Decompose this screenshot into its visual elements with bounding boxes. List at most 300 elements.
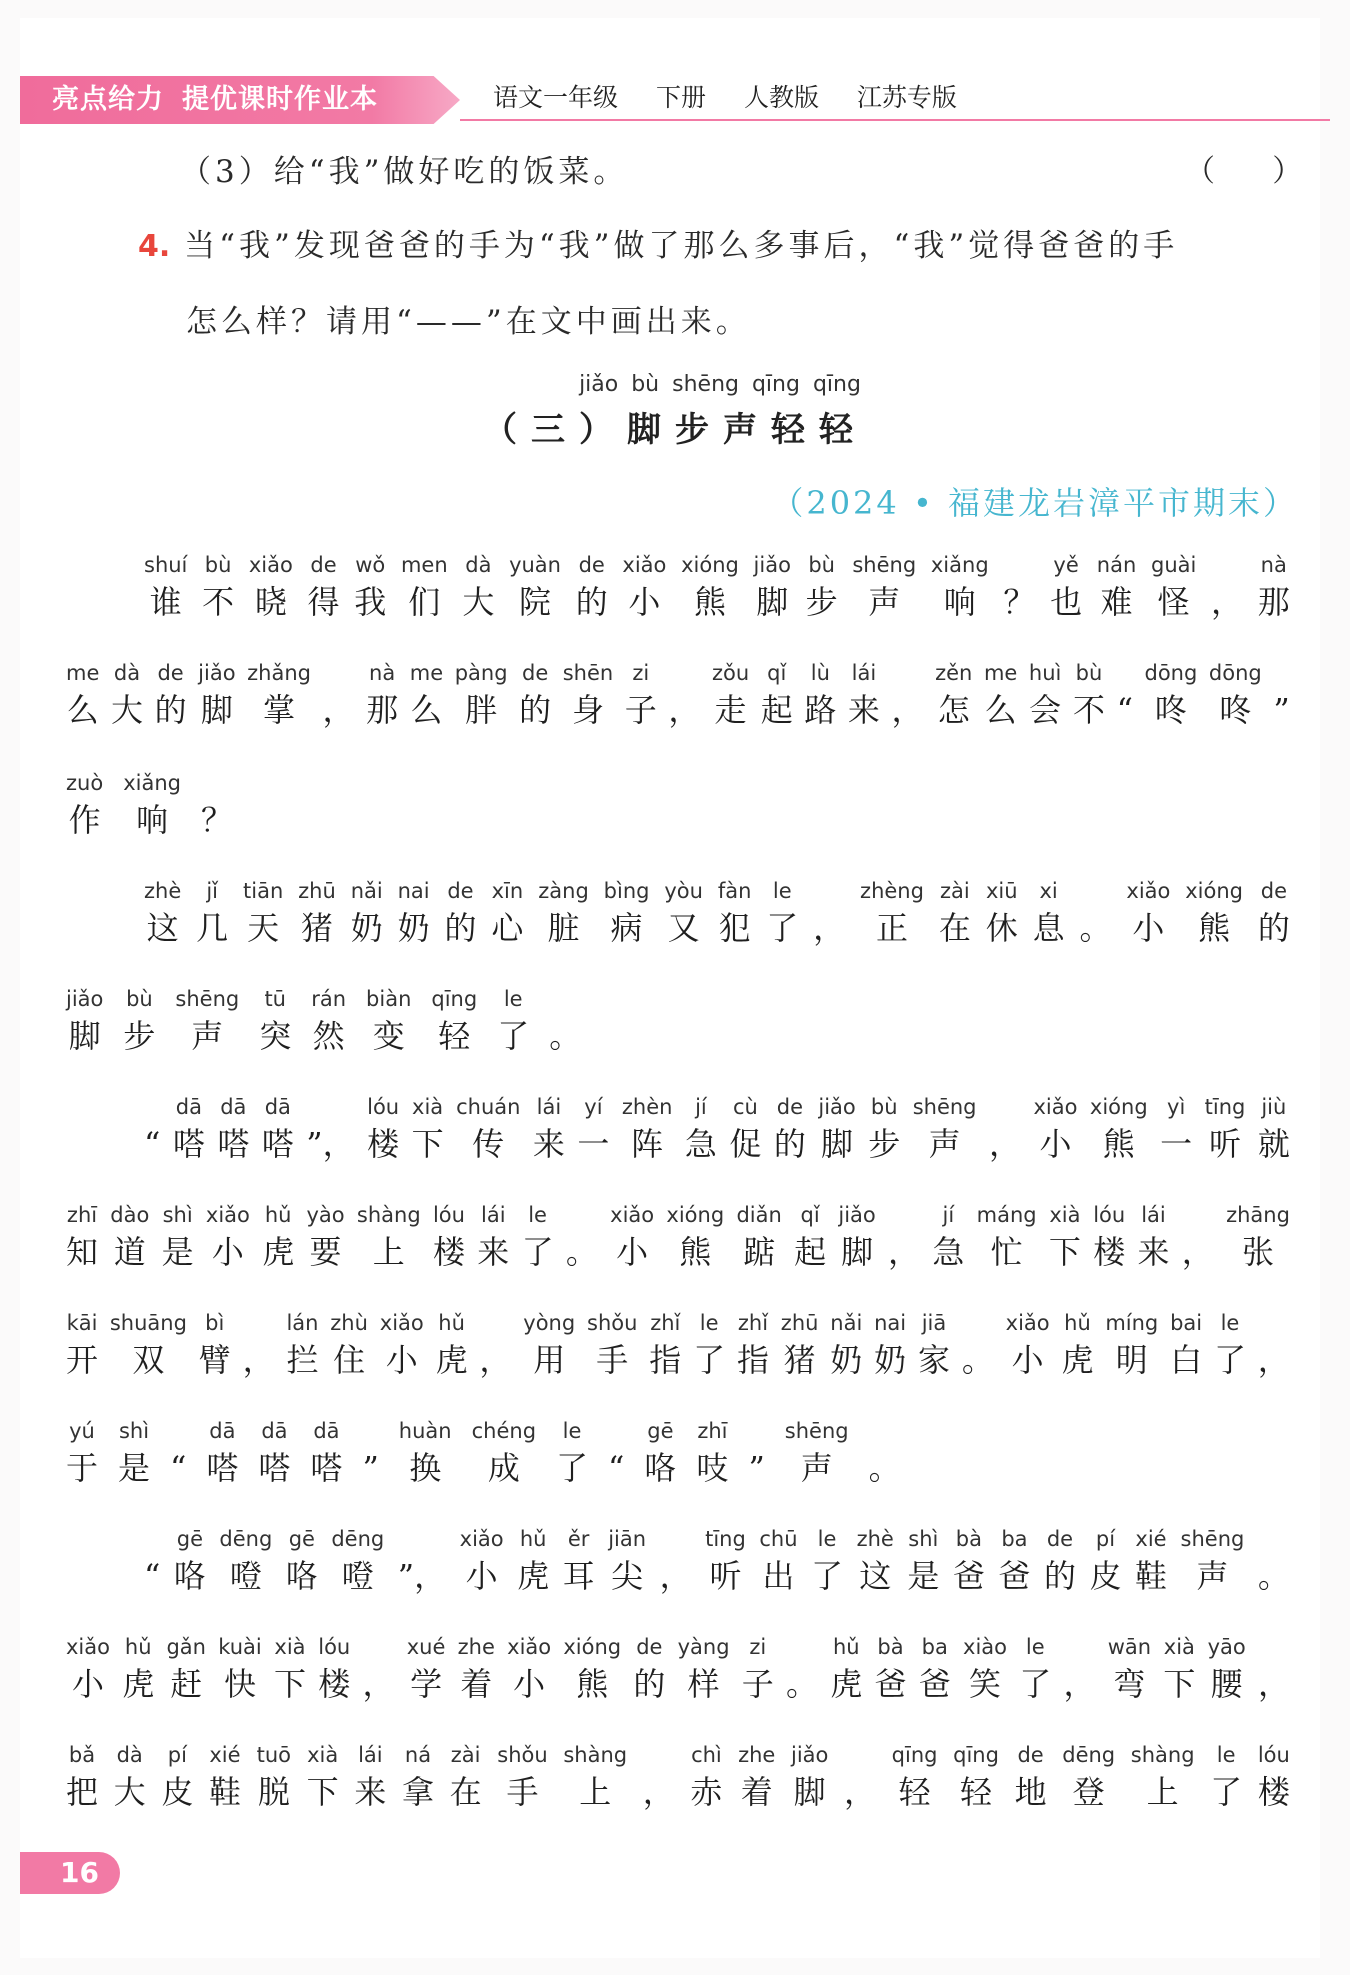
pinyin: fàn (717, 879, 752, 903)
punctuation-mark: ， (479, 1341, 512, 1379)
pinyin: zài (939, 879, 970, 903)
pinyin: jí (942, 1203, 955, 1227)
hanzi: 了 (556, 1449, 589, 1487)
punctuation-mark: 。 (549, 1017, 582, 1055)
hanzi: 脚 (793, 1773, 826, 1811)
hanzi: 嗒 (261, 1125, 294, 1163)
punctuation-mark: ， (659, 1557, 692, 1595)
pinyin: qīng (891, 1743, 938, 1767)
punctuation-mark: 。 (961, 1341, 994, 1379)
character-with-pinyin (875, 1632, 907, 1706)
character-with-pinyin (806, 550, 838, 624)
hanzi: 起 (760, 691, 793, 729)
hanzi: 笑 (969, 1665, 1002, 1703)
hanzi: 熊 (1198, 909, 1231, 947)
pinyin: kuài (218, 1635, 262, 1659)
hanzi: 咚 (1219, 691, 1252, 729)
hanzi: 嗒 (217, 1125, 250, 1163)
punctuation-mark: ， (242, 1341, 275, 1379)
character-with-pinyin (868, 1092, 900, 1166)
hanzi: 脚 (200, 691, 233, 729)
hanzi: 奶 (350, 909, 383, 947)
character-with-pinyin (144, 876, 181, 950)
character-with-pinyin (963, 1632, 1007, 1706)
hanzi: 传 (472, 1125, 505, 1163)
character-with-pinyin (693, 1308, 725, 1382)
punctuation (1117, 658, 1133, 732)
pinyin: lóu (1257, 1743, 1290, 1767)
hanzi: 脚 (841, 1233, 874, 1271)
character-with-pinyin (357, 1200, 421, 1274)
character-with-pinyin (1090, 1092, 1148, 1166)
character-with-pinyin (331, 1524, 384, 1598)
hanzi: 熊 (679, 1233, 712, 1271)
hanzi: 作 (68, 801, 101, 839)
hanzi: 了 (1210, 1773, 1243, 1811)
hanzi: 上 (372, 1233, 405, 1271)
hanzi: 脱 (257, 1773, 290, 1811)
hanzi: 道 (113, 1233, 146, 1271)
pinyin: shēn (562, 661, 614, 685)
question-3-option: （3）给“我”做好吃的饭菜。 (180, 154, 629, 190)
pinyin: dōng (1144, 661, 1198, 685)
character-with-pinyin (122, 1632, 154, 1706)
hanzi: 轻 (960, 1773, 993, 1811)
character-with-pinyin (738, 1740, 775, 1814)
pinyin: zěn (935, 661, 973, 685)
hanzi: 的 (444, 909, 477, 947)
hanzi: 身 (571, 691, 604, 729)
pinyin: yàng (677, 1635, 730, 1659)
pinyin: shàng (563, 1743, 628, 1767)
hanzi: 步 (123, 1017, 156, 1055)
pinyin: shàng (356, 1203, 421, 1227)
pinyin: dā (209, 1419, 236, 1443)
pinyin: shuāng (109, 1311, 187, 1335)
pinyin: dā (264, 1095, 291, 1119)
character-with-pinyin (491, 876, 523, 950)
hanzi: 下 (306, 1773, 339, 1811)
character-with-pinyin (66, 658, 99, 732)
punctuation-mark: “ (144, 1557, 161, 1595)
hanzi: 拦 (286, 1341, 319, 1379)
character-with-pinyin (838, 1200, 875, 1274)
hanzi: 虎 (122, 1665, 155, 1703)
hanzi: 嗒 (206, 1449, 239, 1487)
character-with-pinyin (1033, 1092, 1077, 1166)
pinyin: yě (1053, 553, 1079, 577)
hanzi: 阵 (631, 1125, 664, 1163)
character-with-pinyin (610, 1200, 654, 1274)
pinyin: dà (113, 661, 141, 685)
punctuation-mark: ， (888, 1233, 921, 1271)
character-with-pinyin (1019, 1632, 1051, 1706)
pinyin: pí (1095, 1527, 1116, 1551)
hanzi: 明 (1115, 1341, 1148, 1379)
pinyin: jiǎo (198, 661, 236, 685)
character-with-pinyin (736, 1200, 781, 1274)
hanzi: 会 (1029, 691, 1062, 729)
hanzi: 小 (1039, 1125, 1072, 1163)
punctuation (668, 658, 700, 732)
hanzi: 休 (985, 909, 1018, 947)
pinyin: lái (358, 1743, 383, 1767)
hanzi: 声 (191, 1017, 224, 1055)
character-with-pinyin (456, 1092, 520, 1166)
pinyin: le (699, 1311, 719, 1335)
pinyin: lái (1141, 1203, 1166, 1227)
character-with-pinyin (398, 876, 430, 950)
hanzi: 正 (875, 909, 908, 947)
hanzi: 拿 (401, 1773, 434, 1811)
character-with-pinyin (433, 1200, 465, 1274)
character-with-pinyin (161, 1740, 193, 1814)
pinyin: xiào (963, 1635, 1007, 1659)
pinyin: chéng (471, 1419, 537, 1443)
character-with-pinyin (460, 1524, 504, 1598)
header-book-info (493, 80, 987, 116)
punctuation-mark: ， (322, 691, 355, 729)
pinyin: zhe (457, 1635, 495, 1659)
pinyin: xié (209, 1743, 241, 1767)
character-with-pinyin (774, 1092, 806, 1166)
pinyin: kāi (66, 1311, 98, 1335)
punctuation-mark: ” (748, 1449, 765, 1487)
hanzi: 要 (309, 1233, 342, 1271)
character-with-pinyin (718, 876, 752, 950)
character-with-pinyin (664, 876, 703, 950)
hanzi: 的 (154, 691, 187, 729)
hanzi: 怪 (1157, 583, 1190, 621)
character-with-pinyin (939, 876, 971, 950)
passage-line (66, 1632, 1290, 1706)
pinyin: yāo (1207, 1635, 1246, 1659)
pinyin: lù (810, 661, 830, 685)
hanzi: 虎 (1061, 1341, 1094, 1379)
hanzi: 皮 (161, 1773, 194, 1811)
hanzi: 天 (247, 909, 280, 947)
pinyin: le (503, 987, 523, 1011)
hanzi: 噔 (341, 1557, 374, 1595)
hanzi: 步 (868, 1125, 901, 1163)
pinyin: nai (397, 879, 430, 903)
pinyin: xià (1049, 1203, 1081, 1227)
hanzi: 奶 (874, 1341, 907, 1379)
hanzi: 急 (684, 1125, 717, 1163)
character-with-pinyin (259, 984, 291, 1058)
hanzi: 下 (1048, 1233, 1081, 1271)
header-divider (460, 119, 1330, 121)
hanzi: 突 (259, 1017, 292, 1055)
pinyin: xi (1039, 879, 1058, 903)
hanzi: 来 (477, 1233, 510, 1271)
punctuation (398, 1524, 446, 1598)
pinyin: lóu (367, 1095, 400, 1119)
hanzi: 心 (491, 909, 524, 947)
pinyin: shuí (144, 553, 188, 577)
character-with-pinyin (402, 1740, 434, 1814)
punctuation-mark: “ (1116, 691, 1133, 729)
hanzi: 么 (984, 691, 1017, 729)
pinyin: jiǎo (818, 1095, 856, 1119)
character-with-pinyin (1061, 1308, 1093, 1382)
pinyin: tuō (256, 1743, 292, 1767)
pinyin: jiǎo (838, 1203, 876, 1227)
punctuation (362, 1632, 394, 1706)
pinyin: lóu (318, 1635, 351, 1659)
character-with-pinyin (931, 550, 989, 624)
pinyin: jí (695, 1095, 707, 1119)
hanzi: 晓 (254, 583, 287, 621)
character-with-pinyin (625, 658, 657, 732)
pinyin: xióng (563, 1635, 622, 1659)
pinyin: nǎi (830, 1311, 863, 1335)
character-with-pinyin (196, 876, 228, 950)
pinyin: jiān (608, 1527, 647, 1551)
pinyin: huàn (398, 1419, 452, 1443)
hanzi: 虎 (435, 1341, 468, 1379)
hanzi: 用 (533, 1341, 566, 1379)
character-with-pinyin (804, 658, 836, 732)
character-with-pinyin (538, 876, 589, 950)
character-with-pinyin (977, 1200, 1037, 1274)
punctuation (1003, 550, 1035, 624)
pinyin: zàng (538, 879, 589, 903)
hanzi: 下 (1163, 1665, 1196, 1703)
hanzi: 楼 (318, 1665, 351, 1703)
hanzi: 赶 (170, 1665, 203, 1703)
character-with-pinyin (351, 876, 383, 950)
character-with-pinyin (791, 1740, 828, 1814)
pinyin: qǐ (767, 661, 787, 685)
punctuation (1063, 1632, 1095, 1706)
pinyin: gē (176, 1527, 203, 1551)
pinyin: lái (851, 661, 877, 685)
passage-line (144, 876, 1290, 950)
pinyin: shēng (912, 1095, 977, 1119)
hanzi: 了 (1019, 1665, 1052, 1703)
punctuation-mark: 。 (1257, 1557, 1290, 1595)
hanzi: 也 (1050, 583, 1083, 621)
pinyin: máng (976, 1203, 1037, 1227)
character-with-pinyin (953, 1524, 985, 1598)
character-with-pinyin (507, 1632, 551, 1706)
character-with-pinyin (1170, 1308, 1202, 1382)
punctuation (1182, 1200, 1214, 1274)
pinyin: bai (1170, 1311, 1203, 1335)
pinyin: dào (110, 1203, 150, 1227)
passage-line (144, 1092, 1290, 1166)
pinyin: de (522, 661, 549, 685)
pinyin: qīng (431, 987, 478, 1011)
character-with-pinyin (202, 550, 234, 624)
punctuation-mark: ， (1257, 1341, 1290, 1379)
hanzi: 快 (223, 1665, 256, 1703)
character-with-pinyin (380, 1308, 424, 1382)
pinyin: le (772, 879, 792, 903)
hanzi: 虎 (262, 1233, 295, 1271)
character-with-pinyin (696, 1416, 728, 1490)
pinyin: de (447, 879, 474, 903)
pinyin: zhū (298, 879, 336, 903)
character-with-pinyin (412, 1092, 444, 1166)
character-with-pinyin (458, 1632, 495, 1706)
punctuation-mark: ， (1063, 1665, 1096, 1703)
brand-name: 亮点给力 (52, 84, 164, 115)
character-with-pinyin (622, 550, 666, 624)
character-with-pinyin (199, 1308, 231, 1382)
pinyin: zhe (738, 1743, 776, 1767)
character-with-pinyin (953, 1740, 999, 1814)
hanzi: 手 (506, 1773, 539, 1811)
section-title: （三）脚步声轻轻 (483, 410, 867, 450)
hanzi: 子 (624, 691, 657, 729)
hanzi: 来 (847, 691, 880, 729)
hanzi: 弯 (1113, 1665, 1146, 1703)
hanzi: 爸 (918, 1665, 951, 1703)
hanzi: 了 (811, 1557, 844, 1595)
pinyin: xiǎng (123, 771, 181, 795)
character-with-pinyin (644, 1416, 676, 1490)
pinyin: xióng (1089, 1095, 1148, 1119)
pinyin: huì (1028, 661, 1062, 685)
pinyin: men (400, 553, 448, 577)
hanzi: 熊 (576, 1665, 609, 1703)
character-with-pinyin (1015, 1740, 1047, 1814)
punctuation-mark: ， (362, 1665, 395, 1703)
pinyin: hǔ (124, 1635, 152, 1659)
pinyin: hǔ (519, 1527, 547, 1551)
hanzi: 又 (667, 909, 700, 947)
character-with-pinyin (818, 1092, 855, 1166)
character-with-pinyin (1185, 876, 1243, 950)
character-with-pinyin (556, 1416, 588, 1490)
pinyin: lán (286, 1311, 319, 1335)
pinyin: bìng (603, 879, 650, 903)
pinyin: zhǐ (650, 1311, 681, 1335)
character-with-pinyin (123, 984, 155, 1058)
hanzi: 我 (354, 583, 387, 621)
hanzi: 一 (577, 1125, 610, 1163)
punctuation (243, 1308, 275, 1382)
character-with-pinyin (354, 1740, 386, 1814)
pinyin: xué (406, 1635, 446, 1659)
character-with-pinyin (1163, 1632, 1195, 1706)
punctuation (962, 1308, 994, 1382)
punctuation (643, 1740, 675, 1814)
hanzi: 大 (110, 691, 143, 729)
character-with-pinyin (1073, 658, 1105, 732)
pinyin: le (528, 1203, 547, 1227)
hanzi: 着 (740, 1773, 773, 1811)
pinyin: dēng (219, 1527, 273, 1551)
character-with-pinyin (450, 1740, 482, 1814)
character-with-pinyin (729, 1092, 761, 1166)
hanzi: 赤 (690, 1773, 723, 1811)
hanzi: 指 (736, 1341, 769, 1379)
pinyin: shēng (852, 553, 917, 577)
character-with-pinyin (860, 876, 924, 950)
character-with-pinyin (857, 1524, 894, 1598)
character-with-pinyin (258, 1416, 290, 1490)
pinyin: dēng (331, 1527, 385, 1551)
character-with-pinyin (262, 1200, 294, 1274)
character-with-pinyin (118, 1416, 150, 1490)
pinyin: le (817, 1527, 837, 1551)
hanzi: 耳 (562, 1557, 595, 1595)
pinyin: zi (749, 1635, 767, 1659)
pinyin: de (310, 553, 337, 577)
hanzi: 就 (1257, 1125, 1290, 1163)
character-with-pinyin (123, 768, 181, 842)
pinyin: xiǎo (1005, 1311, 1050, 1335)
pinyin: wǒ (355, 553, 386, 577)
pinyin: xiǎo (1126, 879, 1171, 903)
hanzi: 是 (161, 1233, 194, 1271)
pinyin: xiǎo (205, 1203, 250, 1227)
punctuation-mark: ， (1181, 1233, 1214, 1271)
pinyin: lái (536, 1095, 562, 1119)
character-with-pinyin (1062, 1740, 1115, 1814)
character-with-pinyin (1135, 1524, 1167, 1598)
pinyin: ná (404, 1743, 432, 1767)
punctuation (786, 1632, 818, 1706)
answer-blank[interactable]: （ ） (1185, 154, 1303, 189)
character-with-pinyin (576, 550, 608, 624)
passage-line (144, 1524, 1290, 1598)
pinyin: xié (1135, 1527, 1167, 1551)
character-with-pinyin (206, 1416, 238, 1490)
hanzi: 张 (1241, 1233, 1274, 1271)
hanzi: 声 (868, 583, 901, 621)
character-with-pinyin (919, 1632, 951, 1706)
pinyin: nà (1260, 553, 1287, 577)
hanzi: 的 (575, 583, 608, 621)
character-with-pinyin (1050, 550, 1082, 624)
hanzi: 息 (1032, 909, 1065, 947)
character-with-pinyin (1258, 1740, 1290, 1814)
pinyin: jiǎo (66, 987, 104, 1011)
pinyin: xià (412, 1095, 444, 1119)
hanzi: 小 (513, 1665, 546, 1703)
pinyin: shì (908, 1527, 939, 1551)
pinyin: dā (313, 1419, 340, 1443)
hanzi: 来 (1137, 1233, 1170, 1271)
hanzi: 皮 (1089, 1557, 1122, 1595)
hanzi: 得 (307, 583, 340, 621)
hanzi: 的 (773, 1125, 806, 1163)
pinyin: wān (1107, 1635, 1152, 1659)
pinyin: dōng (1208, 661, 1262, 685)
hanzi: 猪 (783, 1341, 816, 1379)
pinyin: zhǐ (737, 1311, 769, 1335)
punctuation-mark: 。 (868, 1449, 901, 1487)
hanzi: 换 (409, 1449, 442, 1487)
character-with-pinyin (848, 658, 880, 732)
hanzi: 鞋 (1135, 1557, 1168, 1595)
character-with-pinyin (155, 658, 187, 732)
punctuation (549, 984, 581, 1058)
character-with-pinyin (705, 1524, 746, 1598)
pinyin: de (578, 553, 605, 577)
character-with-pinyin (110, 1308, 187, 1382)
pinyin: yào (306, 1203, 345, 1227)
pinyin: zài (450, 1743, 481, 1767)
character-with-pinyin (766, 876, 798, 950)
book-edition: 人教版 (743, 83, 819, 112)
pinyin: zǒu (711, 661, 750, 685)
character-with-pinyin (144, 550, 187, 624)
